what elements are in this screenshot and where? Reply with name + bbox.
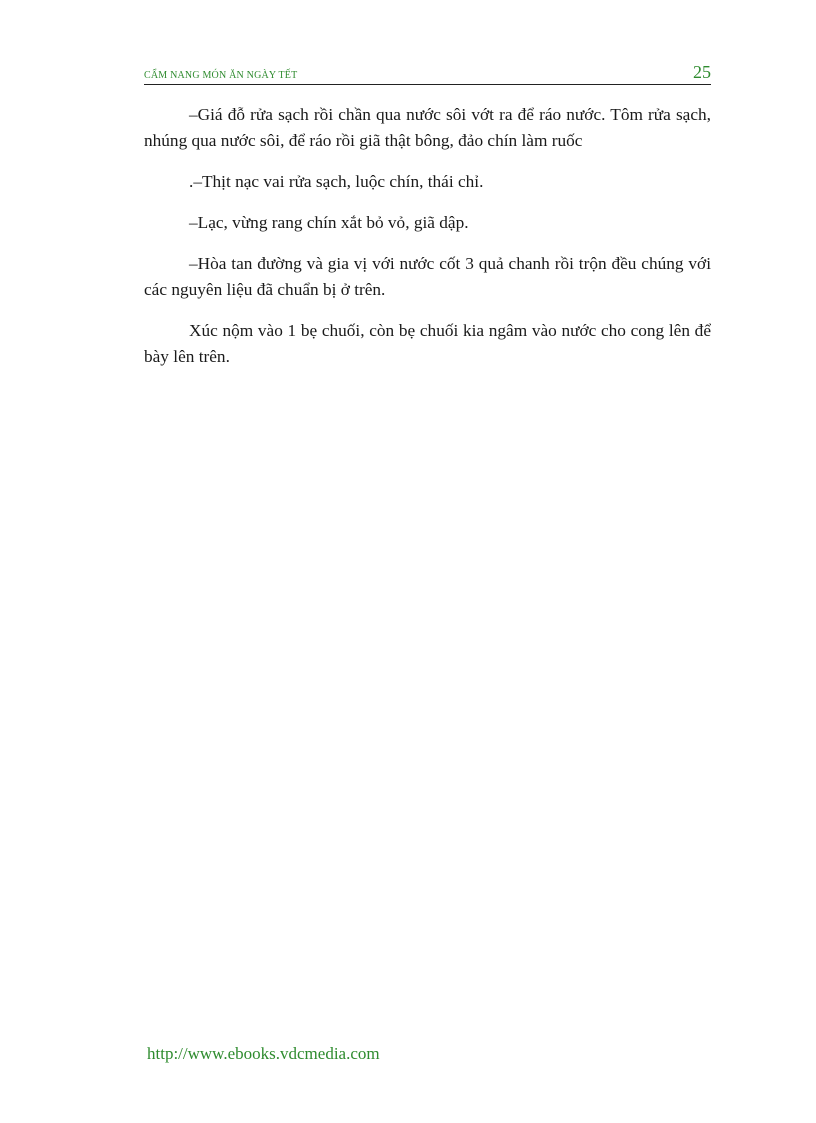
paragraph: Xúc nộm vào 1 bẹ chuối, còn bẹ chuối kia ngâm vào nước cho cong lên để bày lên trên. (144, 321, 711, 366)
page-header (144, 58, 711, 85)
footer-link[interactable]: http://www.ebooks.vdcmedia.com (147, 1044, 380, 1063)
page-number: 25 (693, 62, 711, 82)
paragraph: –Lạc, vừng rang chín xắt bỏ vỏ, giã dập. (189, 213, 469, 232)
body-text (144, 102, 711, 385)
paragraph: .–Thịt nạc vai rửa sạch, luộc chín, thái chỉ. (189, 172, 484, 191)
running-title: CẨM NANG MÓN ĂN NGÀY TẾT (144, 70, 298, 81)
paragraph: –Giá đỗ rửa sạch rồi chần qua nước sôi vớt ra để ráo nước. Tôm rửa sạch, nhúng qua nước sôi, để ráo rồi giã thật bông, đảo chín làm ruốc (144, 105, 711, 150)
paragraph: –Hòa tan đường và gia vị với nước cốt 3 quả chanh rồi trộn đều chúng với các nguyên liệu đã chuẩn bị ở trên. (144, 254, 711, 299)
